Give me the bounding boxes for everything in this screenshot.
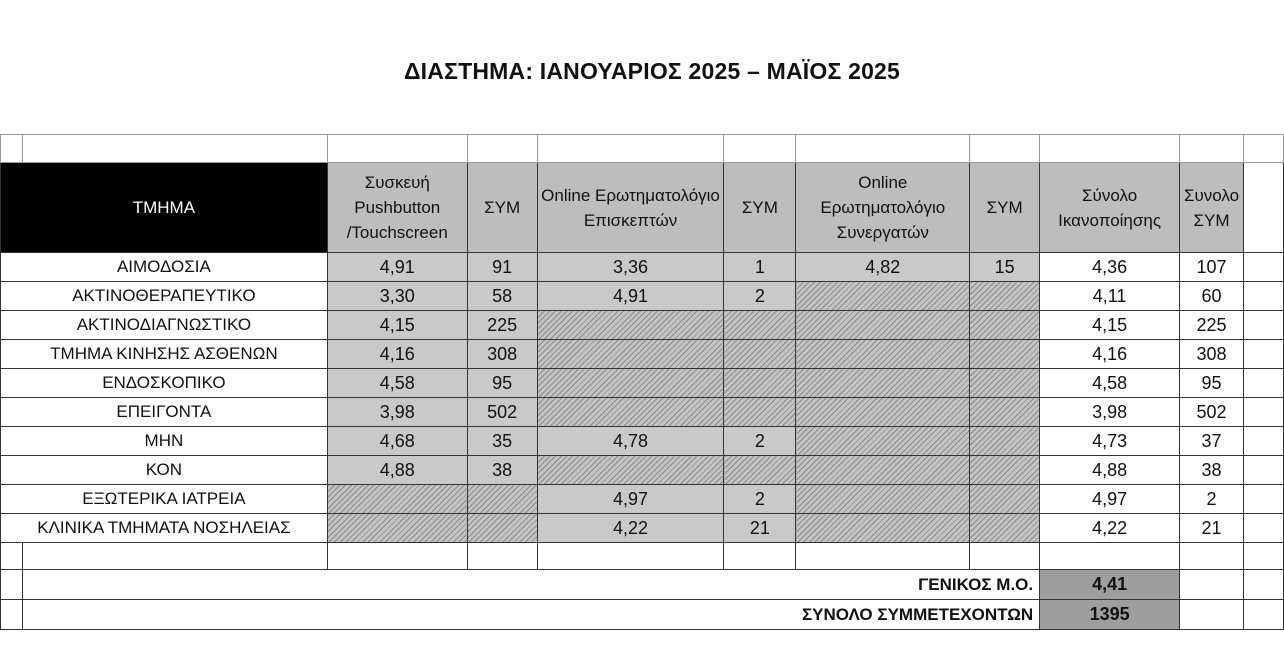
sym-2-cell: 2 (724, 282, 796, 311)
sym-3-cell: 15 (970, 253, 1040, 282)
online-visitors-cell (537, 398, 724, 427)
satisfaction-table (0, 134, 1284, 630)
sym-2-cell: 1 (724, 253, 796, 282)
sym-3-cell (970, 485, 1040, 514)
table-row (1, 485, 1284, 514)
online-visitors-cell: 4,22 (537, 514, 724, 543)
dept-cell: ΜΗΝ (1, 427, 328, 456)
table-row (1, 282, 1284, 311)
online-visitors-cell: 4,97 (537, 485, 724, 514)
total-satisfaction-cell: 4,16 (1040, 340, 1180, 369)
sym-3-cell (970, 311, 1040, 340)
total-sym-cell: 308 (1180, 340, 1244, 369)
device-cell: 4,16 (327, 340, 467, 369)
spacer-row (1, 543, 1284, 570)
header-online-visitors: Online Ερωτηματολόγιο Επισκεπτών (537, 163, 724, 253)
dept-cell: ΕΠΕΙΓΟΝΤΑ (1, 398, 328, 427)
device-cell: 4,15 (327, 311, 467, 340)
participants-label: ΣΥΝΟΛΟ ΣΥΜΜΕΤΕΧΟΝΤΩΝ (22, 600, 1039, 630)
sym-1-cell (467, 514, 537, 543)
device-cell: 4,58 (327, 369, 467, 398)
sym-1-cell: 58 (467, 282, 537, 311)
online-partners-cell: 4,82 (796, 253, 970, 282)
sym-2-cell (724, 340, 796, 369)
total-satisfaction-cell: 4,88 (1040, 456, 1180, 485)
sym-3-cell (970, 514, 1040, 543)
sym-1-cell: 502 (467, 398, 537, 427)
dept-cell: ΚΛΙΝΙΚΑ ΤΜΗΜΑΤΑ ΝΟΣΗΛΕΙΑΣ (1, 514, 328, 543)
device-cell: 3,98 (327, 398, 467, 427)
table-row (1, 369, 1284, 398)
dept-cell: ΚΟΝ (1, 456, 328, 485)
online-partners-cell (796, 340, 970, 369)
table-row (1, 398, 1284, 427)
sym-3-cell (970, 398, 1040, 427)
header-row (1, 163, 1284, 253)
device-cell: 3,30 (327, 282, 467, 311)
total-sym-cell: 2 (1180, 485, 1244, 514)
sym-2-cell (724, 456, 796, 485)
header-dept: ΤΜΗΜΑ (1, 163, 328, 253)
header-online-partners: Online Ερωτηματολόγιο Συνεργατών (796, 163, 970, 253)
online-partners-cell (796, 398, 970, 427)
table-row (1, 253, 1284, 282)
table-row (1, 427, 1284, 456)
total-sym-cell: 95 (1180, 369, 1244, 398)
sym-1-cell: 308 (467, 340, 537, 369)
online-visitors-cell (537, 369, 724, 398)
total-sym-cell: 37 (1180, 427, 1244, 456)
table-row (1, 514, 1284, 543)
device-cell: 4,91 (327, 253, 467, 282)
total-satisfaction-cell: 4,36 (1040, 253, 1180, 282)
header-sym-3: ΣΥΜ (970, 163, 1040, 253)
header-sym-2: ΣΥΜ (724, 163, 796, 253)
sym-1-cell: 35 (467, 427, 537, 456)
top-spacer-row (1, 135, 1284, 163)
dept-cell: ΑΚΤΙΝΟΔΙΑΓΝΩΣΤΙΚΟ (1, 311, 328, 340)
summary-row (1, 570, 1284, 600)
total-satisfaction-cell: 4,15 (1040, 311, 1180, 340)
sym-1-cell: 38 (467, 456, 537, 485)
online-partners-cell (796, 485, 970, 514)
dept-cell: ΑΚΤΙΝΟΘΕΡΑΠΕΥΤΙΚΟ (1, 282, 328, 311)
dept-cell: ΤΜΗΜΑ ΚΙΝΗΣΗΣ ΑΣΘΕΝΩΝ (1, 340, 328, 369)
total-satisfaction-cell: 4,97 (1040, 485, 1180, 514)
sym-2-cell: 21 (724, 514, 796, 543)
table-row (1, 340, 1284, 369)
header-total-satisfaction: Σύνολο Ικανοποίησης (1040, 163, 1180, 253)
header-device: Συσκευή Pushbutton /Touchscreen (327, 163, 467, 253)
sym-2-cell (724, 369, 796, 398)
sym-3-cell (970, 282, 1040, 311)
sym-1-cell (467, 485, 537, 514)
header-total-sym: Συνολο ΣΥΜ (1180, 163, 1244, 253)
total-satisfaction-cell: 4,58 (1040, 369, 1180, 398)
general-avg-label: ΓΕΝΙΚΟΣ Μ.Ο. (22, 570, 1039, 600)
online-visitors-cell: 4,78 (537, 427, 724, 456)
device-cell: 4,88 (327, 456, 467, 485)
total-satisfaction-cell: 4,11 (1040, 282, 1180, 311)
online-partners-cell (796, 282, 970, 311)
dept-cell: ΕΞΩΤΕΡΙΚΑ ΙΑΤΡΕΙΑ (1, 485, 328, 514)
device-cell (327, 485, 467, 514)
total-satisfaction-cell: 3,98 (1040, 398, 1180, 427)
dept-cell: ΕΝΔΟΣΚΟΠΙΚΟ (1, 369, 328, 398)
sym-2-cell (724, 398, 796, 427)
online-partners-cell (796, 311, 970, 340)
online-partners-cell (796, 369, 970, 398)
device-cell: 4,68 (327, 427, 467, 456)
sym-2-cell: 2 (724, 485, 796, 514)
sym-1-cell: 95 (467, 369, 537, 398)
sym-3-cell (970, 456, 1040, 485)
online-visitors-cell (537, 340, 724, 369)
online-partners-cell (796, 514, 970, 543)
sym-1-cell: 225 (467, 311, 537, 340)
general-avg-value: 4,41 (1040, 570, 1180, 600)
total-sym-cell: 107 (1180, 253, 1244, 282)
sym-3-cell (970, 369, 1040, 398)
sym-3-cell (970, 340, 1040, 369)
summary-row (1, 600, 1284, 630)
total-sym-cell: 38 (1180, 456, 1244, 485)
sym-3-cell (970, 427, 1040, 456)
total-satisfaction-cell: 4,73 (1040, 427, 1180, 456)
total-sym-cell: 502 (1180, 398, 1244, 427)
header-sym-1: ΣΥΜ (467, 163, 537, 253)
total-satisfaction-cell: 4,22 (1040, 514, 1180, 543)
participants-value: 1395 (1040, 600, 1180, 630)
online-partners-cell (796, 427, 970, 456)
online-visitors-cell (537, 311, 724, 340)
total-sym-cell: 225 (1180, 311, 1244, 340)
online-partners-cell (796, 456, 970, 485)
sym-1-cell: 91 (467, 253, 537, 282)
sym-2-cell (724, 311, 796, 340)
online-visitors-cell: 4,91 (537, 282, 724, 311)
device-cell (327, 514, 467, 543)
total-sym-cell: 60 (1180, 282, 1244, 311)
total-sym-cell: 21 (1180, 514, 1244, 543)
dept-cell: ΑΙΜΟΔΟΣΙΑ (1, 253, 328, 282)
table-row (1, 456, 1284, 485)
page-title: ΔΙΑΣΤΗΜΑ: ΙΑΝΟΥΑΡΙΟΣ 2025 – ΜΑΪΟΣ 2025 (403, 58, 901, 84)
table-row (1, 311, 1284, 340)
online-visitors-cell (537, 456, 724, 485)
sym-2-cell: 2 (724, 427, 796, 456)
online-visitors-cell: 3,36 (537, 253, 724, 282)
